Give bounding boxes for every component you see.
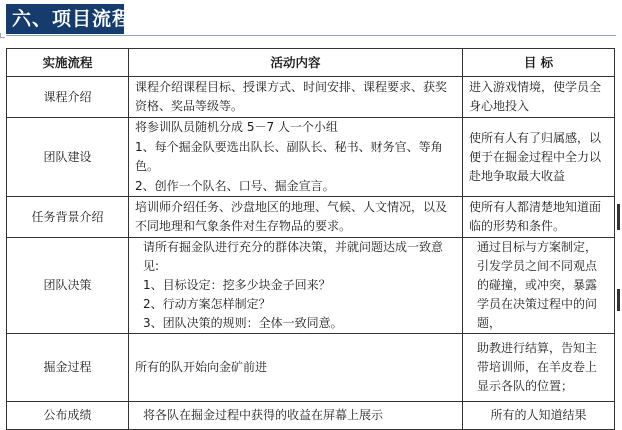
content-line: 2、创作一个队名、口号、掘金宣言。 <box>135 179 335 193</box>
content-cell <box>129 118 463 197</box>
content-line: 课程介绍课程目标、授课方式、时间安排、课程要求、获奖资格、奖品等级等。 <box>135 80 448 113</box>
content-line: 将参训队员随机分成 5－7 人一个小组 <box>135 120 338 134</box>
stage-cell: 掘金过程 <box>7 334 129 402</box>
goal-cell <box>463 402 615 430</box>
table-row <box>7 334 615 402</box>
goal-cell <box>463 238 615 334</box>
goal-line: 所有的人知道结果 <box>490 408 587 422</box>
content-cell <box>129 197 463 238</box>
edge-marker <box>617 204 620 230</box>
stage-cell: 课程介绍 <box>7 77 129 118</box>
project-flow-table <box>6 48 615 430</box>
table-header-row <box>7 49 615 77</box>
edge-marker <box>617 289 620 311</box>
content-line: 培训师介绍任务、沙盘地区的地理、气候、人文情况，以及不同地理和气象条件对生存物品的要求。 <box>135 200 448 233</box>
table-row <box>7 238 615 334</box>
content-line: 1、目标设定：挖多少块金子回来？ <box>143 278 331 292</box>
table-row <box>7 118 615 197</box>
content-line: 2、行动方案怎样制定？ <box>143 297 271 311</box>
content-line: 3、团队决策的规则：全体一致同意。 <box>143 316 343 330</box>
content-line: 请所有掘金队进行充分的群体决策，并就问题达成一致意见: <box>143 240 444 273</box>
table-row <box>7 402 615 430</box>
content-cell <box>129 334 463 402</box>
corner-mark <box>0 33 5 38</box>
stage-cell: 任务背景介绍 <box>7 197 129 238</box>
goal-line: 使所有人有了归属感，以便于在掘金过程中全力以赴地争取最大收益 <box>469 130 602 183</box>
stage-cell: 公布成绩 <box>7 402 129 430</box>
header-goal: 目 标 <box>463 49 615 77</box>
header-content: 活动内容 <box>129 49 463 77</box>
table-row <box>7 77 615 118</box>
goal-cell <box>463 197 615 238</box>
goal-line: 进入游戏情境，使学员全身心地投入 <box>469 80 602 113</box>
content-cell <box>129 402 463 430</box>
goal-line: 助教进行结算，告知主带培训师，在羊皮卷上显示各队的位置； <box>477 341 598 393</box>
content-cell <box>129 77 463 118</box>
content-line: 将各队在掘金过程中获得的收益在屏幕上展示 <box>143 408 384 422</box>
goal-line: 通过目标与方案制定，引发学员之间不同观点的碰撞，或冲突，暴露学员在决策过程中的问题， <box>477 240 598 330</box>
header-stage: 实施流程 <box>7 49 129 77</box>
content-line: 1、每个掘金队要选出队长、副队长、秘书、财务官、等角色。 <box>135 140 443 173</box>
content-cell <box>129 238 463 334</box>
goal-line: 使所有人都清楚地知道面临的形势和条件。 <box>469 200 602 233</box>
section-title: 六、项目流程 <box>6 4 124 34</box>
stage-cell: 团队建设 <box>7 118 129 197</box>
stage-cell: 团队决策 <box>7 238 129 334</box>
content-line: 所有的队开始向金矿前进 <box>135 360 268 374</box>
table-row <box>7 197 615 238</box>
title-underline <box>6 35 616 36</box>
goal-cell <box>463 334 615 402</box>
goal-cell <box>463 77 615 118</box>
goal-cell <box>463 118 615 197</box>
